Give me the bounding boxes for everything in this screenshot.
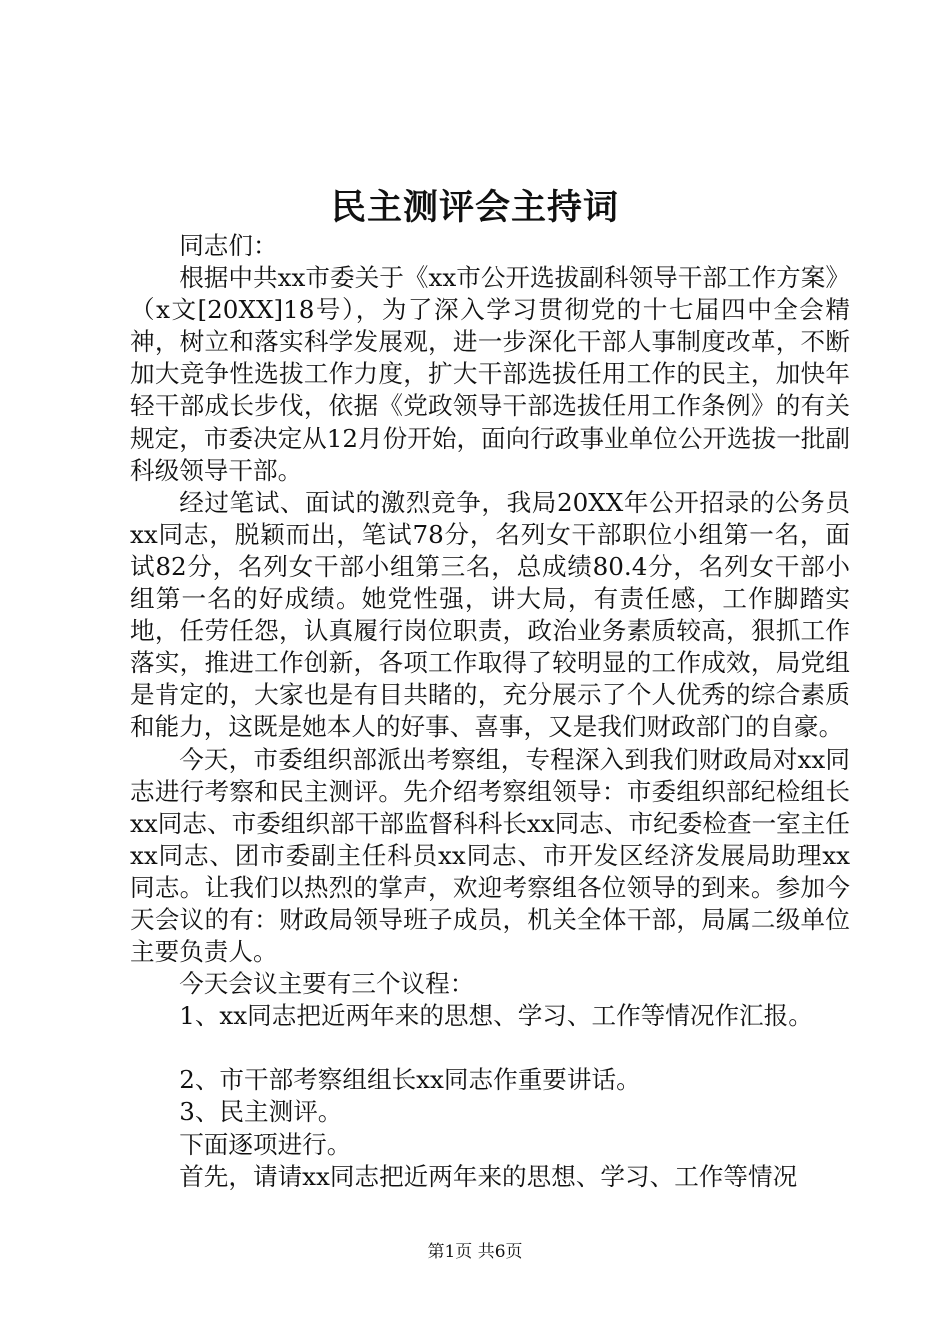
paragraph-candidate: 经过笔试、面试的激烈竞争，我局20XX年公开招录的公务员xx同志，脱颖而出，笔试78分，名列女干部职位小组第一名，面试82分，名列女干部小组第三名，总成绩80.4分，名列女干部小组第一名的好成绩。她党性强，讲大局，有责任感，工作脚踏实地，任劳任怨，认真履行岗位职责，政治业务素质较高，狠抓工作落实，推进工作创新，各项工作取得了较明显的工作成效，局党组是肯定的，大家也是有目共睹的，充分展示了个人优秀的综合素质和能力，这既是她本人的好事、喜事，又是我们财政部门的自豪。: [130, 487, 850, 742]
agenda-item-1: 1、xx同志把近两年来的思想、学习、工作等情况作汇报。: [179, 1001, 813, 1031]
paragraph-first-step: 首先，请请xx同志把近两年来的思想、学习、工作等情况: [179, 1161, 798, 1191]
page-number: 第1页 共6页: [427, 1242, 523, 1262]
paragraph-inspection: 今天，市委组织部派出考察组，专程深入到我们财政局对xx同志进行考察和民主测评。先介绍考察组领导：市委组织部纪检组长xx同志、市委组织部干部监督科科长xx同志、市纪委检查一室主任xx同志、团市委副主任科员xx同志、市开发区经济发展局助理xx同志。让我们以热烈的掌声，欢迎考察组各位领导的到来。参加今天会议的有：财政局领导班子成员，机关全体干部，局属二级单位主要负责人。: [130, 744, 850, 967]
document-title: 民主测评会主持词: [330, 187, 619, 228]
paragraph-background: 根据中共xx市委关于《xx市公开选拔副科领导干部工作方案》（x文[20XX]18号），为了深入学习贯彻党的十七届四中全会精神，树立和落实科学发展观，进一步深化干部人事制度改革，不断加大竞争性选拔工作力度，扩大干部选拔任用工作的民主，加快年轻干部成长步伐，依据《党政领导干部选拔任用工作条例》的有关规定，市委决定从12月份开始，面向行政事业单位公开选拔一批副科级领导干部。: [130, 263, 850, 485]
agenda-intro: 今天会议主要有三个议程：: [179, 969, 475, 999]
document-body: [130, 230, 850, 1193]
agenda-item-2: 2、市干部考察组组长xx同志作重要讲话。: [179, 1065, 641, 1095]
agenda-item-3: 3、民主测评。: [179, 1097, 343, 1127]
proceed-line: 下面逐项进行。: [179, 1129, 352, 1159]
salutation: 同志们：: [179, 231, 278, 260]
